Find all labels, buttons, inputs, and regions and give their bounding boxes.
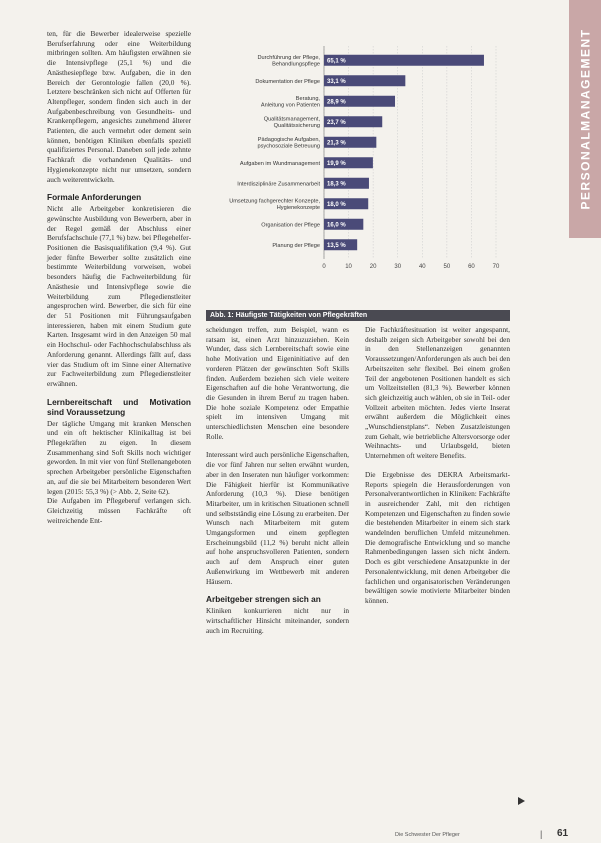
chart-x-tick-label: 70 (492, 264, 500, 270)
chart-category-label: Pädagogische Aufgaben, psychosoziale Betreuung (257, 136, 320, 150)
chart-data-label: 65,1 % (327, 58, 346, 65)
chart-x-tick-label: 40 (418, 264, 426, 270)
chart-category-label: Dokumentation der Pflege (255, 78, 320, 85)
footer-separator: | (540, 829, 543, 839)
chart-x-tick-label: 10 (345, 264, 352, 270)
section-title: PERSONALMANAGEMENT (578, 28, 593, 210)
chart-bar (324, 55, 484, 66)
chart-x-tick-label: 50 (443, 264, 451, 270)
chart-x-tick-label: 60 (468, 264, 475, 270)
continue-arrow-icon (518, 797, 525, 805)
section-heading: Formale Anforderungen (47, 192, 142, 203)
chart-category-label: Beratung, Anleitung von Patienten (260, 95, 320, 109)
chart-category-label: Interdisziplinäre Zusammenarbeit (237, 181, 320, 188)
chart-category-label: Planung der Pflege (272, 242, 320, 249)
chart-data-label: 21,3 % (327, 140, 346, 147)
chart-x-tick-label: 0 (322, 264, 326, 270)
paragraph: Kliniken konkurrieren nicht nur in wirtschaftlicher Hinsicht miteinander, sondern auch im Recruiting. (206, 606, 349, 635)
bar-chart (206, 40, 510, 323)
paragraph: Interessant wird auch persönliche Eigenschaften, die vor fünf Jahren nur selten erwähnt wurden, aber in den Inseraten nun häufiger vorkommen: Die Fähigkeit hierfür ist Kommunikative Anforderung (10,3 %). Diese benötigen Mitarbeiter, um in kritischen Situationen schnell und selbstständig eine Lösung zu erarbeiten. Der Wunsch nach Mitarbeitern mit gutem Umgangsformen und einem gepflegten Erscheinungsbild (11,2 %) beruht nicht allein auf hohe anspruchsvolleren Patienten, sondern auch auf dem Anspruch einer guten Außenwirkung im Wettbewerb mit anderen Häusern. (206, 450, 349, 586)
chart-category-label: Umsetzung fachgerechter Konzepte, Hygienekonzepte (229, 198, 320, 211)
paragraph: Die Fachkräftesituation ist weiter angespannt, deshalb zeigen sich Arbeitgeber sowohl bei den in den Stellenanzeigen genannten Voraussetzungen/Anforderungen als auch bei den Arbeitszeiten sehr flexibel. Bei einem großen Teil der angebotenen Positionen handelt es sich um Vollzeitstellen (81,3 %). Bewerber können sich gleichzeitig auch wählen, ob sie in Teil- oder Vollzeit arbeiten möchten. Jedes vierte Inserat erwähnt außerdem die Möglichkeit eines „Wunschdienstplans“. Neben Zusatzleistungen zum Gehalt, wie betriebliche Altersvorsorge oder Weihnachts- und Urlaubsgeld, bieten Unternehmen oft weitere Benefits. (365, 325, 510, 461)
paragraph: Der tägliche Umgang mit kranken Menschen und ein oft hektischer Klinikalltag ist bei Pflegekräften zu eigen. In diesem Zusammenhang sind Soft Skills noch wichtiger geworden. In mit vier von fünf Stellenangeboten sprechen Arbeitgeber persönliche Eigenschaften an, auf die sie bei Mitarbeitern besonderen Wert legen (2015: 55,3 %) (> Abb. 2, Seite 62). (47, 418, 191, 496)
chart-category-label: Qualitätsmanagement, Qualitätssicherung (263, 116, 320, 129)
text-column-right (365, 325, 510, 606)
chart-data-label: 13,5 % (327, 242, 346, 249)
text-column-middle (206, 325, 349, 635)
chart-data-label: 23,7 % (327, 119, 346, 126)
section-heading: Lernbereitschaft und Motivation sind Voraussetzung (47, 396, 191, 417)
chart-category-label: Organisation der Pflege (261, 222, 320, 229)
section-heading: Arbeitgeber strengen sich an (206, 594, 321, 605)
chart-x-tick-label: 30 (394, 264, 402, 270)
chart-category-label: Aufgaben im Wundmanagement (239, 160, 320, 167)
journal-name: Die Schwester Der Pfleger (395, 832, 460, 838)
page-number: 61 (557, 828, 569, 839)
chart-caption: Abb. 1: Häufigste Tätigkeiten von Pflegekräften (206, 310, 510, 321)
chart-data-label: 18,0 % (327, 201, 346, 208)
chart-data-label: 16,0 % (327, 222, 346, 229)
paragraph: scheidungen treffen, zum Beispiel, wann es ratsam ist, einen Arzt hinzuzuziehen. Kein Wunder, dass sich Lernbereitschaft sowie eine hohe Motivation und Eigeninitiative auf den vorderen Plätzen der gewünschten Soft Skills finden. Außerdem beziehen sich viele weitere Eigenschaften auf die hohe Verantwortung, die die Gesunden in ihrem Beruf zu tragen haben. Die hohe soziale Kompetenz oder Empathie spielt im intensiven Umgang mit unterschiedlichsten Menschen eine besondere Rolle. (206, 325, 349, 441)
chart-x-tick-label: 20 (369, 264, 377, 270)
chart-data-label: 19,9 % (327, 160, 346, 167)
paragraph: Die Aufgaben im Pflegeberuf verlangen sich. Gleichzeitig müssen Fachkräfte oft weitreichende Ent- (47, 496, 191, 525)
chart-category-label: Durchführung der Pflege, Behandlungspflege (257, 54, 320, 68)
chart-data-label: 33,1 % (327, 78, 346, 85)
paragraph: Die Ergebnisse des DEKRA Arbeitsmarkt-Reports spiegeln die Herausforderungen von Personalverantwortlichen in Kliniken: Fachkräfte in ausreichender Zahl, mit den richtigen Kompetenzen und Eigenschaften zu finden sowie die bestehenden Mitarbeiter in einem sich stark wandelnden beruflichen Umfeld mitzunehmen. Die demografische Entwicklung und so manche Rahmenbedingungen lassen sich nicht ändern. Doch es gibt verschiedene Ansatzpunkte in der Personalentwicklung, mit denen Arbeitgeber die fachlichen und organisatorischen Veränderungen bewältigen sowie motivierte Mitarbeiter binden können. (365, 469, 510, 605)
chart-data-label: 28,9 % (327, 99, 346, 106)
paragraph: ten, für die Bewerber idealerweise spezielle Berufserfahrung oder eine Weiterbildung mitbringen sollten. Am häufigsten erwähnen sie die Intensivpflege (25,1 %) und die Anästhesiepflege bzw. Aufgaben, die in den Bereich der Gerontologie fallen (20,0 %). Letztere beschränken sich nicht auf Offerten für Altenpfleger, sondern finden sich auch in der Aufgabenbeschreibung von Gesundheits- und Krankenpflegern, angesichts zunehmend älterer Patienten, die auch vermehrt oder dement sein können, benötigen Kliniken ebenfalls speziell qualifiziertes Personal. Daneben soll jede zehnte Fachkraft die vorhandenen Qualitäts- und Hygienekonzepte nicht nur umsetzen, sondern auch weiterentwickeln. (47, 29, 191, 184)
text-column-left (47, 29, 191, 525)
bar-chart-svg (206, 40, 510, 310)
section-sidebar-tab (569, 0, 601, 238)
chart-data-label: 18,3 % (327, 181, 346, 188)
paragraph: Nicht alle Arbeitgeber konkretisieren die gewünschte Ausbildung von Bewerbern, aber in der Regel gemäß der Abschluss einer Berufsfachschule (77,1 %) bzw. bei Pflegehelfer-Positionen die Basisqualifikation (9,4 %). Gut jeder fünfte Bewerber sollte zusätzlich eine bestimmte Weiterbildung vorweisen, wobei besonders häufig die Fachweiterbildung für Anästhesie und Intensivpflege sowie die Weiterbildung zum Pflegedienstleiter angesprochen wird. Bewerber, die sich für eine der 51 Positionen mit Führungsaufgaben interessieren, haben mit einem Studium gute Karten. Insgesamt wird in den Anzeigen 50 mal ein Hochschul- oder Fachhochschulabschluss als Anforderung genannt. Allerdings fällt auf, dass vier das Studium oft im Sinne einer Alternative zur Fachweiterbildung zum Pflegedienstleiter erwähnen. (47, 204, 191, 388)
